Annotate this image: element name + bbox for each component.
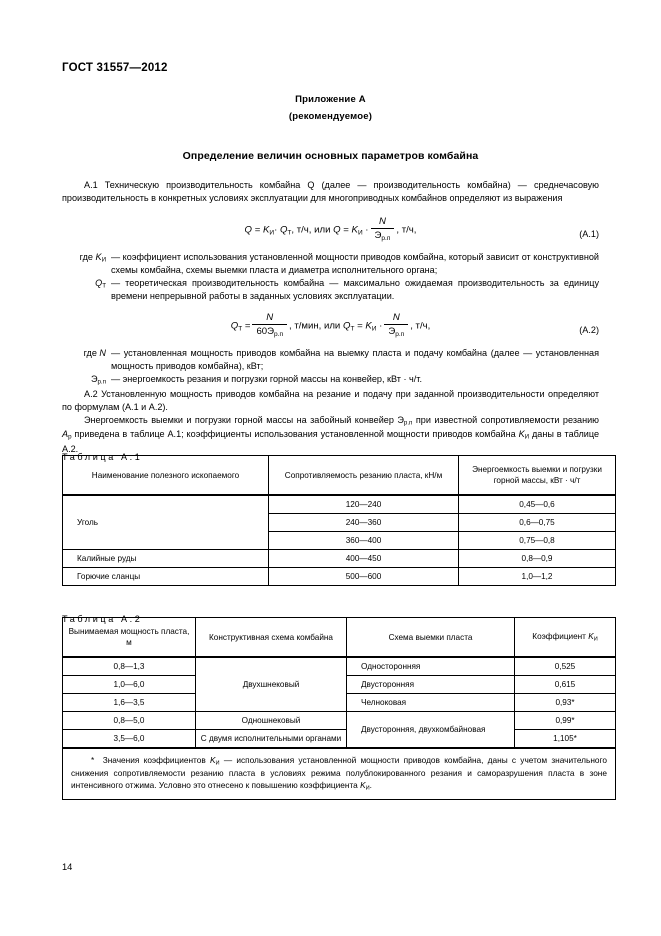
table-a1-header-row (63, 456, 616, 496)
formula-a2-denominator-sub: р.п (274, 330, 283, 338)
table-row (63, 730, 616, 749)
formula-a1-eq: = (254, 224, 261, 236)
table-row (63, 712, 616, 730)
table-a2-thickness-4: 3,5—6,0 (63, 730, 196, 749)
table-a1-energy-2: 0,75—0,8 (459, 532, 616, 550)
table-a2-header-coef-text: Коэффициент (532, 631, 589, 641)
formula-a1-number: (А.1) (579, 229, 599, 239)
paragraph-a1-intro: А.1 Техническую производительность комбайна Q (далее — производительность комбайна) — среднечасовую производительность в конкретных условиях эксплуатации для многоприводных комбайнов определяют из выражения (62, 180, 599, 203)
formula-a2-eq: = (244, 320, 251, 332)
table-a2-header-row (63, 618, 616, 658)
page-number: 14 (62, 862, 73, 872)
table-a1-head (63, 456, 616, 496)
definition-key-qt: $Q_Т$ (95, 278, 106, 290)
table-a1-caption: Таблица А.1 (62, 452, 143, 462)
table-row (63, 657, 616, 676)
standard-number-header: ГОСТ 31557—2012 (62, 62, 168, 74)
definition-row-qt (62, 277, 599, 303)
table-a2-extraction-1: Двусторонняя (347, 676, 515, 694)
table-a2-header-coef-k: K (588, 631, 594, 641)
table-a2-coef-3: 0,99* (515, 712, 616, 730)
formula-a2-numerator2: N (384, 312, 408, 325)
table-a2-thickness-3: 0,8—5,0 (63, 712, 196, 730)
table-a2-extraction-2: Челноковая (347, 694, 515, 712)
table-a2-header-cell-3 (515, 618, 616, 658)
table-a2-wrapper (62, 617, 616, 800)
definition-value-n: — установленная мощность приводов комбайна на выемку пласта и подачу комбайна (далее — установленная мощность приводов комбайна), кВт; (111, 348, 599, 371)
formula-a1-lhs: Q (244, 224, 253, 236)
definition-key-ep: $Э_{р.п}$ (90, 374, 106, 386)
table-a1-resist-1: 240—360 (269, 514, 459, 532)
formula-a2-lhs2: Q (342, 320, 351, 332)
formula-a1-denominator-symbol: Э (374, 230, 382, 241)
table-a2-scheme-4: С двумя исполнительными органами (196, 730, 347, 749)
table-a2-body (63, 657, 616, 800)
table-a2-thickness-2: 1,6—3,5 (63, 694, 196, 712)
table-a2-coef-4: 1,105* (515, 730, 616, 749)
formula-a1-k2-sub: И (357, 229, 363, 237)
formula-a2-eq2: = (357, 320, 363, 332)
formula-a1-dot2: · (365, 224, 369, 236)
definition-row-ep (62, 373, 599, 388)
annex-status: (рекомендуемое) (288, 110, 373, 122)
annex-heading-block (0, 92, 661, 125)
definition-row-n (62, 347, 599, 373)
table-a2-note-text: * Значения коэффициентов $K_И$ — использования установленной мощности приводов комбайна, даны с учетом значительного снижения сопротивляемости резанию пласта в условиях режима полублокированного резания и саморазрушения пласта в зоне интенсивного отжима. Условно это отнесено к повышению коэффициента $K_И$. (71, 755, 607, 792)
table-row (63, 568, 616, 586)
table-a1-resist-4: 500—600 (269, 568, 459, 586)
table-a1-header-cell-0: Наименование полезного ископаемого (63, 456, 269, 496)
formula-a2-fraction (252, 312, 287, 338)
table-a1-resist-2: 360—400 (269, 532, 459, 550)
definition-value-ep: — энергоемкость резания и погрузки горной массы на конвейер, кВт · ч/т. (111, 374, 422, 384)
table-a2-extraction-0: Односторонняя (347, 657, 515, 676)
table-a2-coef-0: 0,525 (515, 657, 616, 676)
definition-row-ku (62, 251, 599, 277)
formula-a2-denominator-symbol: Э (267, 326, 275, 337)
formula-a1-denominator (371, 229, 395, 242)
table-a2-caption: Таблица А.2 (62, 614, 143, 624)
formula-a2-lhs-sub: Т (238, 325, 243, 333)
formula-a1-q-sub: Т (287, 229, 292, 237)
table-a1-material-3: Калийные руды (63, 550, 269, 568)
table-a2-coef-1: 0,615 (515, 676, 616, 694)
formula-a2-denominator2-sub: р.п (395, 330, 405, 338)
formula-a1-dot: · (274, 224, 278, 236)
table-a1-material-0: Уголь (63, 495, 269, 550)
formula-a2-lhs2-sub: Т (350, 325, 355, 333)
table-row (63, 495, 616, 514)
formula-a2-numerator: N (252, 312, 287, 325)
formula-a1-units2: , т/ч, (396, 224, 417, 236)
paragraph-energy (62, 414, 599, 456)
table-a2-thickness-0: 0,8—1,3 (63, 657, 196, 676)
paragraph-a2-intro: А.2 Установленную мощность приводов комбайна на резание и подачу при заданной производительности определяют по формулам (А.1 и А.2). (62, 388, 599, 412)
table-a1-resist-3: 400—450 (269, 550, 459, 568)
formula-a1-fraction (371, 216, 395, 242)
paragraph-energy-text: Энергоемкость выемки и погрузки горной массы на забойный конвейер $Э_{р.п}$ при известной сопротивляемости резанию $А_р$ приведена в таблице А.1; коэффициенты использования установленной мощности приводов комбайна $K_И$ даны в таблице А.2. (62, 414, 599, 454)
formula-a1-units1: , т/ч, или (291, 224, 331, 236)
table-a2 (62, 617, 616, 800)
table-a1-body (63, 495, 616, 586)
formula-a2-denominator (252, 325, 287, 338)
table-a1-resist-0: 120—240 (269, 495, 459, 514)
table-a2-thickness-1: 1,0—6,0 (63, 676, 196, 694)
table-a2-note-row (63, 748, 616, 799)
table-a1-header-cell-2: Энергоемкость выемки и погрузки горной массы, кВт · ч/т (459, 456, 616, 496)
formula-a2-number: (А.2) (579, 325, 599, 335)
table-row (63, 550, 616, 568)
table-a2-note (63, 748, 616, 799)
formula-a1-lhs2: Q (333, 224, 341, 236)
where-label-2: где (83, 348, 97, 358)
table-a2-coef-2: 0,93* (515, 694, 616, 712)
formula-a2-k: K (365, 320, 372, 332)
table-a2-header-cell-2: Схема выемки пласта (347, 618, 515, 658)
definition-key-n: где N (83, 348, 106, 358)
definition-value-qt: — теоретическая производительность комбайна — максимально ожидаемая производительность за единицу времени непрерывной работы в заданных условиях эксплуатации. (111, 278, 599, 301)
formula-a1-denominator-sub: р.п (381, 234, 391, 242)
table-a1-energy-3: 0,8—0,9 (459, 550, 616, 568)
annex-label: Приложение А (295, 94, 366, 105)
formula-a2-denominator2-symbol: Э (388, 326, 396, 337)
definition-value-ku: — коэффициент использования установленной мощности приводов комбайна, который зависит от конструктивной схемы комбайна, схемы выемки пласта и диаметра исполнительного органа; (111, 252, 599, 275)
formula-a2-units2: , т/ч, (410, 320, 431, 332)
document-body (62, 179, 599, 456)
table-a2-header-cell-0: Вынимаемая мощность пласта, м (63, 618, 196, 658)
formula-a2-dot: · (379, 320, 383, 332)
table-a1-material-4: Горючие сланцы (63, 568, 269, 586)
formula-a1-k: K (262, 224, 270, 236)
table-a2-header-coef-sub: И (593, 636, 598, 643)
definition-list-a2 (62, 347, 599, 388)
definition-list-a1 (62, 251, 599, 303)
table-a2-scheme-3: Одношнековый (196, 712, 347, 730)
table-a1-wrapper (62, 455, 616, 586)
formula-a2-lhs: Q (230, 320, 239, 332)
formula-a2-denominator-pre: 60 (256, 326, 268, 337)
table-a2-scheme-0: Двухшнековый (196, 657, 347, 712)
table-a2-head (63, 618, 616, 658)
definition-key-ku: где $K_И$ (79, 252, 106, 264)
table-a1-header-cell-1: Сопротивляемость резанию пласта, кН/м (269, 456, 459, 496)
formula-a1-q: Q (279, 224, 288, 236)
formula-a1-eq2: = (343, 224, 349, 236)
formula-a1 (62, 217, 599, 251)
table-a1-energy-0: 0,45—0,6 (459, 495, 616, 514)
formula-a2-units1: , т/мин, или (289, 320, 341, 332)
table-a2-extraction-3: Двусторонняя, двухкомбайновая (347, 712, 515, 749)
formula-a2-denominator2 (384, 325, 408, 338)
formula-a1-k2: K (351, 224, 358, 236)
page-title: Определение величин основных параметров комбайна (182, 150, 479, 162)
table-a1-energy-1: 0,6—0,75 (459, 514, 616, 532)
formula-a1-numerator: N (371, 216, 395, 229)
formula-a1-k-sub: И (269, 229, 275, 237)
formula-a2 (62, 313, 599, 347)
table-a1-energy-4: 1,0—1,2 (459, 568, 616, 586)
table-a1 (62, 455, 616, 586)
where-label: где (79, 252, 93, 262)
formula-a2-fraction2 (384, 312, 408, 338)
formula-a2-k-sub: И (371, 325, 377, 333)
table-a2-header-cell-1: Конструктивная схема комбайна (196, 618, 347, 658)
